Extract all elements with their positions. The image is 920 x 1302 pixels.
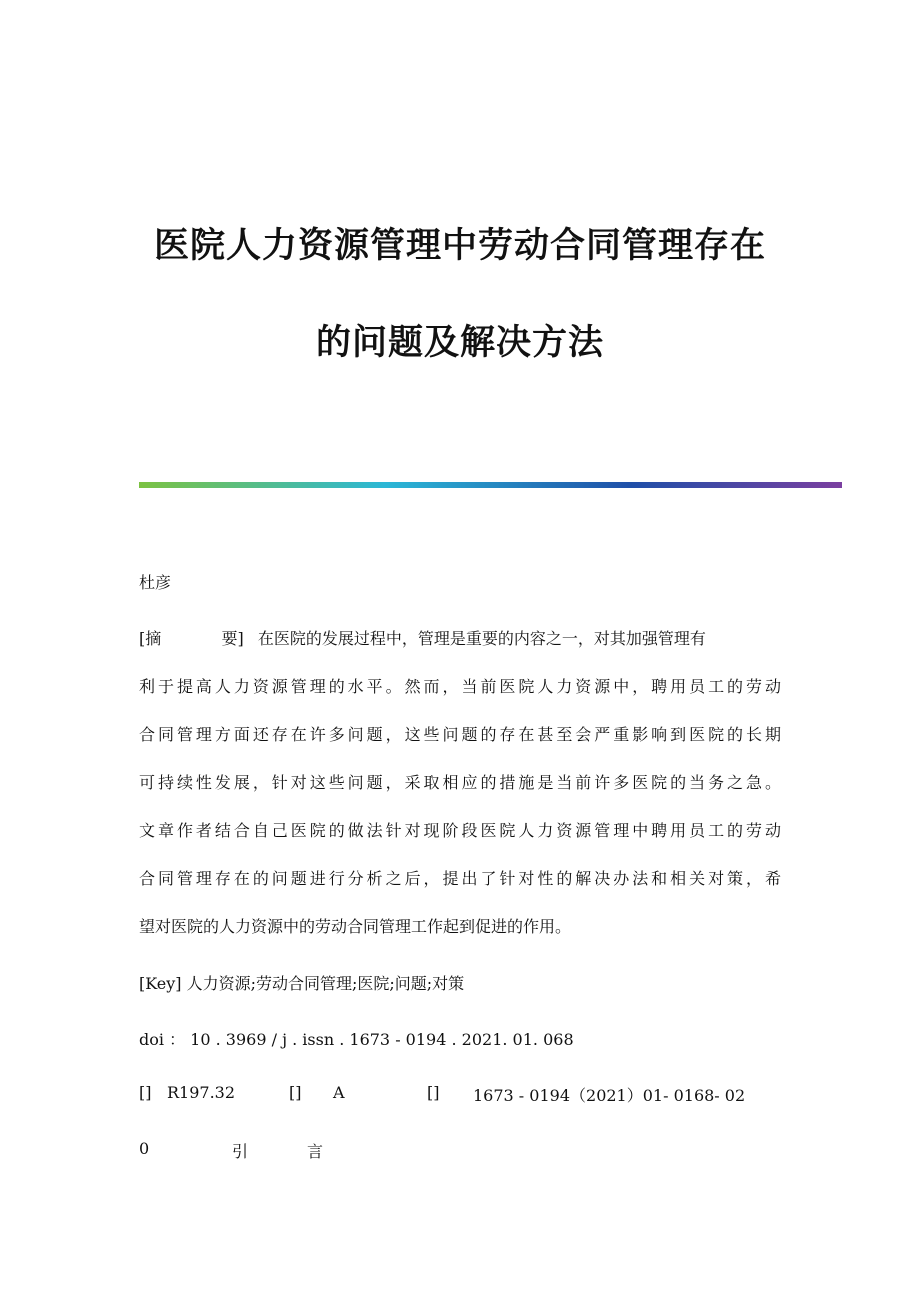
article-number-cont: 0 [139,1139,150,1158]
bracket-3: [] [427,1083,440,1102]
abstract-line-7: 望对医院的人力资源中的劳动合同管理工作起到促进的作用。 [139,917,572,936]
intro-row [139,1139,439,1163]
bracket-1: [] [139,1083,152,1102]
abstract-line-2: 利于提高人力资源管理的水平。然而，当前医院人力资源中，聘用员工的劳动 [139,677,781,696]
doi: doi ： 10 . 3969 / j . issn . 1673 - 0194 . 2021. 01. 068 [139,1030,574,1049]
intro-char-1: 引 [232,1142,249,1161]
bracket-2: [] [289,1083,302,1102]
clc-number: R197.32 [167,1083,236,1102]
author: 杜彦 [139,573,172,592]
document-code: A [333,1083,345,1102]
abstract-line-6: 合同管理存在的问题进行分析之后，提出了针对性的解决办法和相关对策，希 [139,869,781,888]
article-number: 1673 - 0194（2021）01- 0168- 02 [473,1086,746,1105]
intro-char-2: 言 [307,1142,324,1161]
abstract-first-line [139,626,706,649]
abstract-line-1: 在医院的发展过程中，管理是重要的内容之一，对其加强管理有 [257,629,706,648]
classification-row [139,1083,839,1107]
abstract-line-4: 可持续性发展，针对这些问题，采取相应的措施是当前许多医院的当务之急。 [139,773,781,792]
abstract-line-3: 合同管理方面还存在许多问题，这些问题的存在甚至会严重影响到医院的长期 [139,725,781,744]
title-line-1: 医院人力资源管理中劳动合同管理存在 [153,226,766,266]
gradient-divider [139,482,842,488]
abstract-line-5: 文章作者结合自己医院的做法针对现阶段医院人力资源管理中聘用员工的劳动 [139,821,781,840]
abstract-label-open: [摘 [139,629,162,648]
abstract-label-close: 要] [221,629,244,648]
keywords: [Key] 人力资源;劳动合同管理;医院;问题;对策 [139,974,465,993]
title-line-2: 的问题及解决方法 [315,323,604,363]
